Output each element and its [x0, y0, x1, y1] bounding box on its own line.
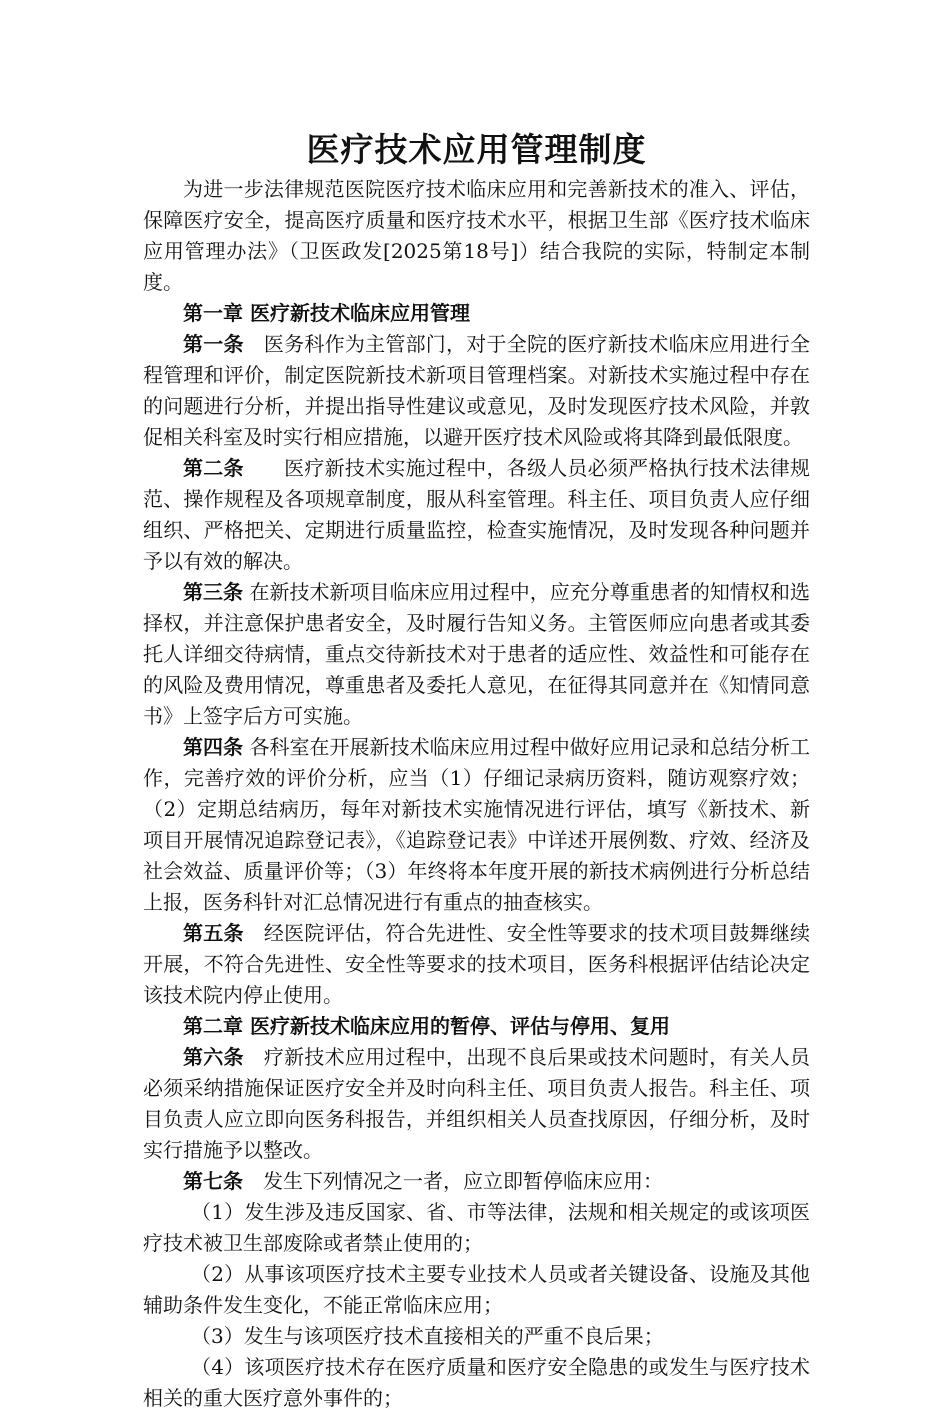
article-1	[143, 329, 810, 453]
article-text: 发生下列情况之一者，应立即暂停临床应用：	[243, 1169, 663, 1193]
article-5	[143, 918, 810, 1011]
article-label: 第七条	[183, 1169, 243, 1193]
article-text: 医务科作为主管部门，对于全院的医疗新技术临床应用进行全程管理和评价，制定医院新技术新项目管理档案。对新技术实施过程中存在的问题进行分析，并提出指导性建议或意见，及时发现医疗技术风险，并敦促相关科室及时实行相应措施，以避开医疗技术风险或将其降到最低限度。	[143, 332, 811, 449]
article-text: 在新技术新项目临床应用过程中，应充分尊重患者的知情权和选择权，并注意保护患者安全，及时履行告知义务。主管医师应向患者或其委托人详细交待病情，重点交待新技术对于患者的适应性、效益性和可能存在的风险及费用情况，尊重患者及委托人意见，在征得其同意并在《知情同意书》上签字后方可实施。	[143, 580, 810, 728]
article-text: 疗新技术应用过程中，出现不良后果或技术问题时，有关人员必须采纳措施保证医疗安全并及时向科主任、项目负责人报告。科主任、项目负责人应立即向医务科报告，并组织相关人员查找原因，仔细分析，及时实行措施予以整改。	[143, 1045, 811, 1162]
article-text: 经医院评估，符合先进性、安全性等要求的技术项目鼓舞继续开展，不符合先进性、安全性等要求的技术项目，医务科根据评估结论决定该技术院内停止使用。	[143, 921, 811, 1007]
list-item: （4）该项医疗技术存在医疗质量和医疗安全隐患的或发生与医疗技术相关的重大医疗意外事件的；	[143, 1355, 810, 1410]
list-item: （1）发生涉及违反国家、省、市等法律，法规和相关规定的或该项医疗技术被卫生部废除或者禁止使用的；	[143, 1200, 810, 1255]
article-label: 第五条	[183, 921, 244, 945]
list-item: （2）从事该项医疗技术主要专业技术人员或者关键设备、设施及其他辅助条件发生变化，不能正常临床应用；	[143, 1262, 810, 1317]
article-2	[143, 453, 810, 577]
article-text: 医疗新技术实施过程中，各级人员必须严格执行技术法律规范、操作规程及各项规章制度，服从科室管理。科主任、项目负责人应仔细组织、严格把关、定期进行质量监控，检查实施情况，及时发现各种问题并予以有效的解决。	[143, 456, 811, 573]
article-label: 第三条	[183, 580, 244, 604]
list-item: （3）发生与该项医疗技术直接相关的严重不良后果；	[191, 1324, 664, 1348]
article-7	[143, 1166, 810, 1197]
intro-paragraph: 为进一步法律规范医院医疗技术临床应用和完善新技术的准入、评估，保障医疗安全，提高医疗质量和医疗技术水平，根据卫生部《医疗技术临床应用管理办法》（卫医政发[2025第18号]）结合我院的实际，特制定本制度。	[143, 177, 810, 294]
article-6	[143, 1042, 810, 1166]
document-title: 医疗技术应用管理制度	[306, 130, 647, 169]
article-label: 第四条	[183, 735, 244, 759]
article-4	[143, 732, 810, 918]
article-label: 第一条	[183, 332, 244, 356]
chapter-heading-1: 第一章 医疗新技术临床应用管理	[183, 301, 470, 325]
article-text: 各科室在开展新技术临床应用过程中做好应用记录和总结分析工作，完善疗效的评价分析，应当（1）仔细记录病历资料，随访观察疗效；（2）定期总结病历，每年对新技术实施情况进行评估，填写《新技术、新项目开展情况追踪登记表》，《追踪登记表》中详述开展例数、疗效、经济及社会效益、质量评价等；（3）年终将本年度开展的新技术病例进行分析总结上报，医务科针对汇总情况进行有重点的抽查核实。	[143, 735, 810, 914]
article-label: 第二条	[183, 456, 244, 480]
chapter-heading-2: 第二章 医疗新技术临床应用的暂停、评估与停用、复用	[183, 1014, 670, 1038]
article-label: 第六条	[183, 1045, 244, 1069]
article-3	[143, 577, 810, 732]
